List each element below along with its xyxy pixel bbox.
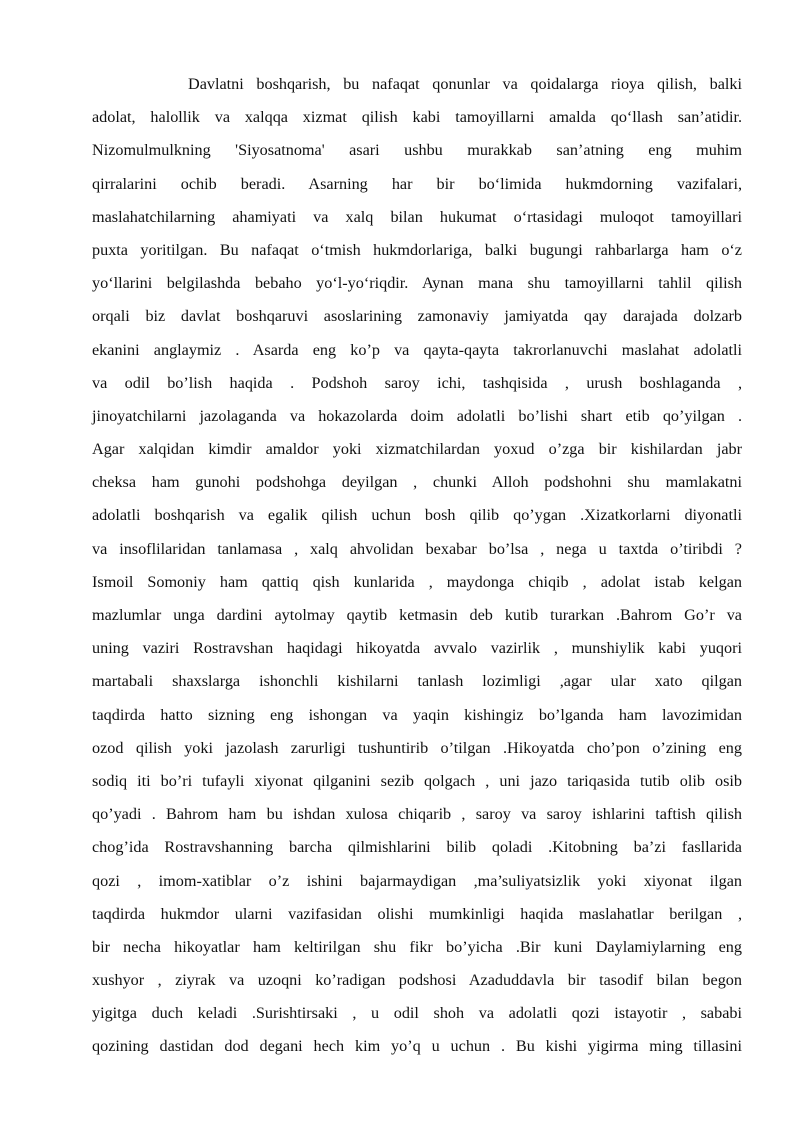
paragraph-line: cheksa ham gunohi podshohga deyilgan , chunki Alloh podshohni shu mamlakatni (92, 473, 742, 492)
paragraph-line: uning vaziri Rostravshan haqidagi hikoyatda avvalo vazirlik , munshiylik kabi yuqori (92, 639, 742, 658)
paragraph-line: Nizomulmulkning 'Siyosatnoma' asari ushbu murakkab san’atning eng muhim (92, 141, 742, 160)
paragraph-line: qozining dastidan dod degani hech kim yo’q u uchun . Bu kishi yigirma ming tillasini (92, 1037, 742, 1056)
paragraph-line: qozi , imom-xatiblar o’z ishini bajarmaydigan ,ma’suliyatsizlik yoki xiyonat ilgan (92, 871, 742, 890)
paragraph-line: sodiq iti bo’ri tufayli xiyonat qilganini sezib qolgach , uni jazo tariqasida tutib olib osib (92, 771, 742, 790)
paragraph-line: taqdirda hukmdor ularni vazifasidan olishi mumkinligi haqida maslahatlar berilgan , (92, 904, 742, 923)
paragraph-line: adolatli boshqarish va egalik qilish uchun bosh qilib qo’ygan .Xizatkorlarni diyonatli (92, 506, 742, 525)
paragraph-line: martabali shaxslarga ishonchli kishilarni tanlash lozimligi ,agar ular xato qilgan (92, 672, 742, 691)
paragraph-line: Davlatni boshqarish, bu nafaqat qonunlar va qoidalarga rioya qilish, balki (188, 75, 742, 93)
paragraph-line: ozod qilish yoki jazolash zarurligi tushuntirib o’tilgan .Hikoyatda cho’pon o’zining eng (92, 738, 742, 757)
paragraph-line: va odil bo’lish haqida . Podshoh saroy ichi, tashqisida , urush boshlaganda , (92, 373, 742, 392)
paragraph-line: yigitga duch keladi .Surishtirsaki , u odil shoh va adolatli qozi istayotir , sababi (92, 1004, 742, 1023)
paragraph-line: puxta yoritilgan. Bu nafaqat o‘tmish hukmdorlariga, balki bugungi rahbarlarga ham o‘z (92, 240, 742, 259)
paragraph-line: va insoflilaridan tanlamasa , xalq ahvolidan bexabar bo’lsa , nega u taxtda o’tiribdi ? (92, 539, 742, 558)
paragraph-line: Agar xalqidan kimdir amaldor yoki xizmatchilardan yoxud o’zga bir kishilardan jabr (92, 440, 742, 459)
paragraph-line: Ismoil Somoniy ham qattiq qish kunlarida , maydonga chiqib , adolat istab kelgan (92, 572, 742, 591)
paragraph-line: ekanini anglaymiz . Asarda eng ko’p va qayta-qayta takrorlanuvchi maslahat adolatli (92, 340, 742, 359)
paragraph-line: maslahatchilarning ahamiyati va xalq bilan hukumat o‘rtasidagi muloqot tamoyillari (92, 207, 742, 226)
paragraph-line: xushyor , ziyrak va uzoqni ko’radigan podshosi Azaduddavla bir tasodif bilan begon (92, 971, 742, 990)
paragraph-line: taqdirda hatto sizning eng ishongan va yaqin kishingiz bo’lganda ham lavozimidan (92, 705, 742, 724)
paragraph-line: adolat, halollik va xalqqa xizmat qilish kabi tamoyillarni amalda qo‘llash san’atidir. (92, 108, 742, 127)
paragraph-line: mazlumlar unga dardini aytolmay qaytib ketmasin deb kutib turarkan .Bahrom Go’r va (92, 606, 742, 624)
paragraph-line: qirralarini ochib beradi. Asarning har bir bo‘limida hukmdorning vazifalari, (92, 174, 742, 193)
paragraph-line: yo‘llarini belgilashda bebaho yo‘l-yo‘riqdir. Aynan mana shu tamoyillarni tahlil qilish (92, 274, 742, 293)
paragraph-line: chog’ida Rostravshanning barcha qilmishlarini bilib qoladi .Kitobning ba’zi fasllarida (92, 838, 742, 857)
paragraph-line: orqali biz davlat boshqaruvi asoslarining zamonaviy jamiyatda qay darajada dolzarb (92, 307, 742, 326)
paragraph-line: qo’yadi . Bahrom ham bu ishdan xulosa chiqarib , saroy va saroy ishlarini taftish qilish (92, 805, 742, 824)
document-body (92, 68, 742, 1064)
paragraph-line: bir necha hikoyatlar ham keltirilgan shu fikr bo’yicha .Bir kuni Daylamiylarning eng (92, 937, 742, 956)
paragraph-line: jinoyatchilarni jazolaganda va hokazolarda doim adolatli bo’lishi shart etib qo’yilgan . (92, 406, 742, 425)
